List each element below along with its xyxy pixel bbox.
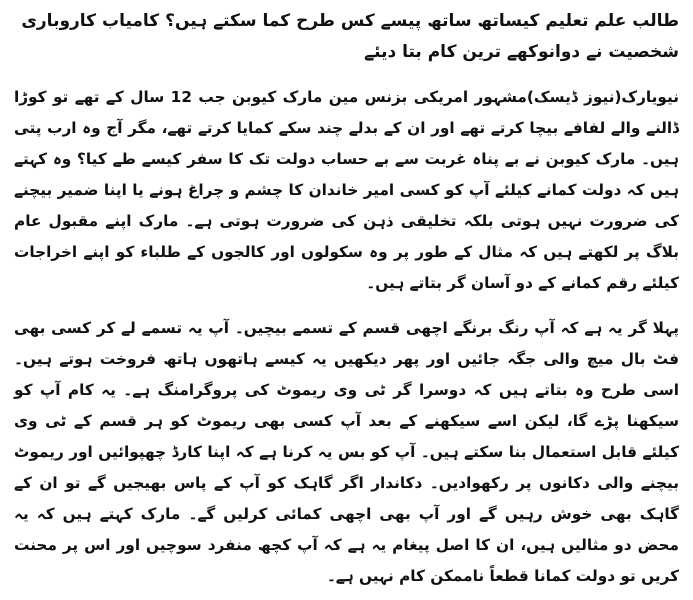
article-paragraph-1: نیویارک(نیوز ڈیسک)مشہور امریکی بزنس مین مارک کیوبن جب 12 سال کے تھے تو کوڑا ڈالنے والے لفافے بیچا کرتے تھے اور ان کے بدلے چند سکے کمایا کرتے تھے، مگر آج وہ ارب پتی ہیں۔ مارک کیوبن نے بے پناہ غربت سے بے حساب دولت تک کا سفر کیسے طے کیا؟ وہ کہتے ہیں کہ دولت کمانے کیلئے آپ کو کسی امیر خاندان کا چشم و چراغ ہونے یا اپنا ضمیر بیچنے کی ضرورت نہیں ہوتی بلکہ تخلیقی ذہن کی ضرورت ہوتی ہے۔ مارک اپنے مقبول عام بلاگ پر لکھتے ہیں کہ مثال کے طور پر وہ سکولوں اور کالجوں کے طلباء کو اپنے اخراجات کیلئے رقم کمانے کے دو آسان گر بتاتے ہیں۔ (14, 88, 679, 292)
article-paragraph-2: پہلا گر یہ ہے کہ آپ رنگ برنگے اچھی قسم کے تسمے بیچیں۔ آپ یہ تسمے لے کر کسی بھی فٹ بال میچ والی جگہ جائیں اور پھر دیکھیں یہ کیسے ہاتھوں ہاتھ فروخت ہوتے ہیں۔ اسی طرح وہ بتاتے ہیں کہ دوسرا گر ٹی وی ریموٹ کی پروگرامنگ ہے۔ یہ کام آپ کو سیکھنا پڑے گا، لیکن اسے سیکھنے کے بعد آپ کسی بھی ریموٹ کو ہر قسم کے ٹی وی کیلئے قابل استعمال بنا سکتے ہیں۔ آپ کو بس یہ کرنا ہے کہ اپنا کارڈ چھپوائیں اور ریموٹ بیچنے والی دکانوں پر رکھوادیں۔ دکاندار اگر گاہک کو آپ کے پاس بھیجیں گے تو ان کے گاہک بھی خوش رہیں گے اور آپ بھی اچھی کمائی کرلیں گے۔ مارک کہتے ہیں کہ یہ محض دو مثالیں ہیں، ان کا اصل پیغام یہ ہے کہ آپ کچھ منفرد سوچیں اور اس پر محنت کریں تو دولت کمانا قطعاً ناممکن کام نہیں ہے۔ (14, 319, 679, 585)
article-title: طالب علم تعلیم کیساتھ ساتھ پیسے کس طرح کما سکتے ہیں؟ کامیاب کاروباری شخصیت نے دوانوکھے ترین کام بتا دیئے (21, 11, 679, 62)
